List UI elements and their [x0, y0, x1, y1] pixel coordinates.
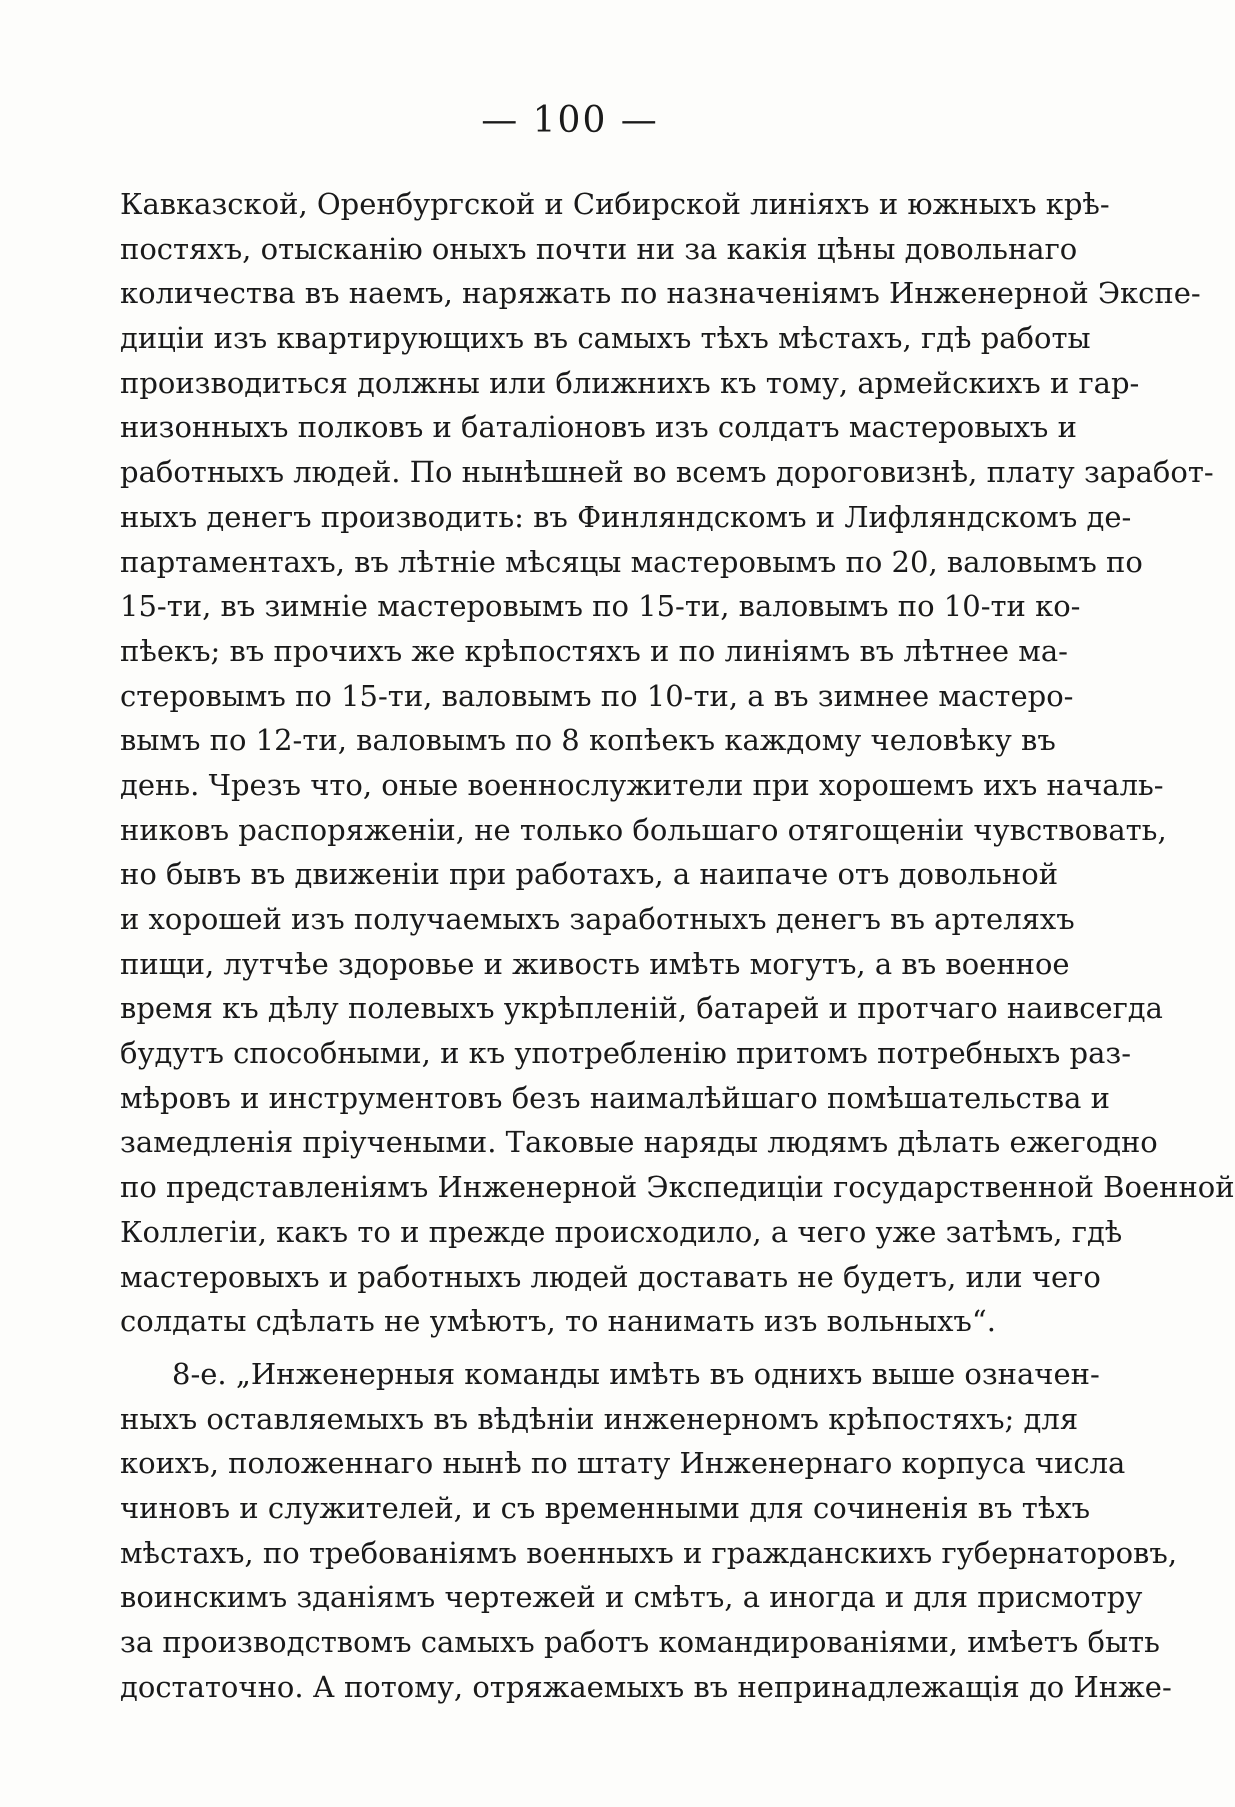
body-text	[120, 182, 1235, 1709]
text-line: стеровымъ по 15-ти, валовымъ по 10-ти, а въ зимнее мастеро-	[120, 678, 1074, 713]
text-line: пѣекъ; въ прочихъ же крѣпостяхъ и по линiямъ въ лѣтнее ма-	[120, 633, 1068, 668]
text-line: солдаты сдѣлать не умѣютъ, то нанимать изъ вольныхъ“.	[120, 1304, 996, 1339]
text-line: замедленiя прiучеными. Таковые наряды людямъ дѣлать ежегодно	[120, 1125, 1158, 1160]
text-line: вымъ по 12-ти, валовымъ по 8 копѣекъ каждому человѣку въ	[120, 723, 1056, 758]
text-line: коихъ, положеннаго нынѣ по штату Инженернаго корпуса числа	[120, 1446, 1126, 1481]
text-line: работныхъ людей. По нынѣшней во всемъ дороговизнѣ, плату заработ-	[120, 455, 1214, 490]
text-line: время къ дѣлу полевыхъ укрѣпленiй, батарей и протчаго наивсегда	[120, 991, 1163, 1026]
text-line: 15-ти, въ зимніе мастеровымъ по 15-ти, валовымъ по 10-ти ко-	[120, 589, 1081, 624]
text-line: постяхъ, отысканiю оныхъ почти ни за какiя цѣны довольнаго	[120, 231, 1078, 266]
text-line: мастеровыхъ и работныхъ людей доставать не будетъ, или чего	[120, 1259, 1101, 1294]
text-line: день. Чрезъ что, оные военнослужители при хорошемъ ихъ началь-	[120, 767, 1164, 802]
text-line: Коллегiи, какъ то и прежде происходило, а чего уже затѣмъ, гдѣ	[120, 1214, 1123, 1249]
text-line: диціи изъ квартирующихъ въ самыхъ тѣхъ мѣстахъ, гдѣ работы	[120, 321, 1091, 356]
text-line: низонныхъ полковъ и баталiоновъ изъ солдатъ мастеровыхъ и	[120, 410, 1077, 445]
text-line: будутъ способными, и къ употребленiю притомъ потребныхъ раз-	[120, 1036, 1132, 1071]
text-line: по представленiямъ Инженерной Экспедицiи государственной Военной	[120, 1170, 1235, 1205]
text-line: пищи, лутчѣе здоровье и живость имѣть могутъ, а въ военное	[120, 946, 1070, 981]
paragraph-2	[120, 1352, 1178, 1710]
text-line: и хорошей изъ получаемыхъ заработныхъ денегъ въ артеляхъ	[120, 902, 1075, 936]
page-number: — 100 —	[481, 100, 659, 141]
text-line: ныхъ денегъ производить: въ Финляндскомъ и Лифляндскомъ де-	[120, 499, 1132, 534]
text-line: мѣстахъ, по требованiямъ военныхъ и гражданскихъ губернаторовъ,	[120, 1535, 1178, 1570]
text-line: производиться должны или ближнихъ къ тому, армейскихъ и гар-	[120, 365, 1140, 400]
text-line: количества въ наемъ, наряжать по назначенiямъ Инженерной Экспе-	[120, 276, 1201, 311]
text-line: никовъ распоряженiи, не только большаго отягощенiи чувствовать,	[120, 812, 1167, 847]
text-line: партаментахъ, въ лѣтніе мѣсяцы мастеровымъ по 20, валовымъ по	[120, 544, 1143, 579]
text-line: Кавказской, Оренбургской и Сибирской линiяхъ и южныхъ крѣ-	[120, 187, 1110, 221]
paragraph-1	[120, 182, 1235, 1344]
text-line: мѣровъ и инструментовъ безъ наималѣйшаго помѣшательства и	[120, 1080, 1110, 1115]
text-line: чиновъ и служителей, и съ временными для сочиненiя въ тѣхъ	[120, 1490, 1091, 1525]
text-line: 8-е. „Инженерныя команды имѣть въ однихъ выше означен-	[172, 1356, 1100, 1391]
text-line: за производствомъ самыхъ работъ командированiями, имѣетъ быть	[120, 1625, 1160, 1659]
text-line: но бывъ въ движенiи при работахъ, а наипаче отъ довольной	[120, 857, 1059, 892]
text-line: достаточно. А потому, отряжаемыхъ въ непринадлежащiя до Инже-	[120, 1669, 1172, 1704]
text-line: ныхъ оставляемыхъ въ вѣдѣнiи инженерномъ крѣпостяхъ; для	[120, 1401, 1079, 1436]
text-line: воинскимъ зданiямъ чертежей и смѣтъ, а иногда и для присмотру	[120, 1580, 1143, 1615]
